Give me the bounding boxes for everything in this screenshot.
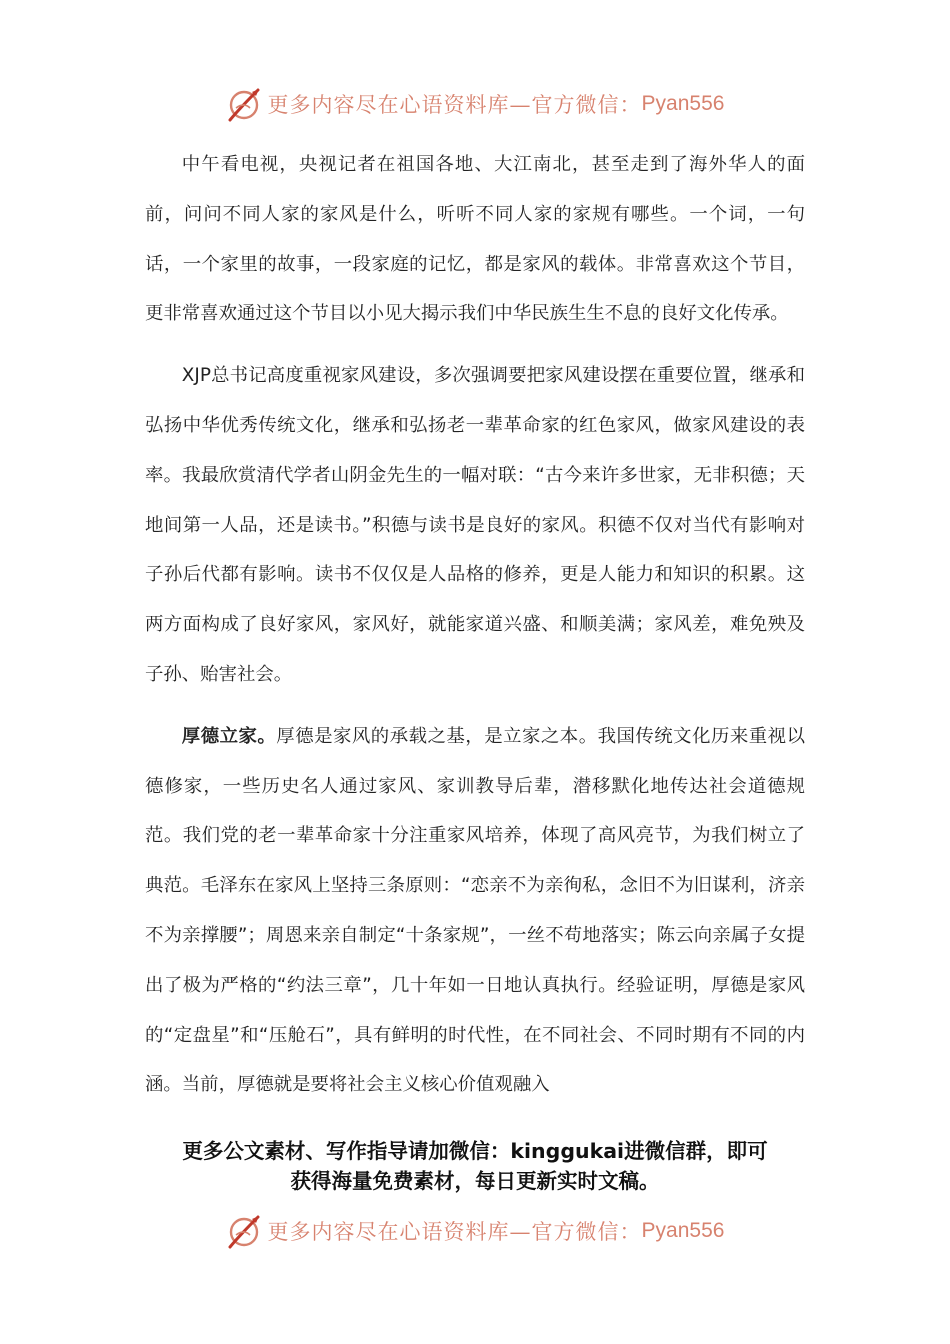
promo-line-1: 更多公文素材、写作指导请加微信：kinggukai进微信群，即可 [182,1139,768,1163]
paragraph-text: 厚德是家风的承载之基，是立家之本。我国传统文化历来重视以德修家，一些历史名人通过家风、家训教导后辈，潜移默化地传达社会道德规范。我们党的老一辈革命家十分注重家风培养，体现了高风亮节，为我们树立了典范。毛泽东在家风上坚持三条原则：“恋亲不为亲徇私，念旧不为旧谋利，济亲不为亲撑腰”；周恩来亲自制定“十条家规”，一丝不苟地落实；陈云向亲属子女提出了极为严格的“约法三章”，几十年如一日地认真执行。经验证明，厚德是家风的“定盘星”和“压舱石”，具有鲜明的时代性，在不同社会、不同时期有不同的内涵。当前，厚德就是要将社会主义核心价值观融入 [145,725,805,1096]
promo-line-2: 获得海量免费素材，每日更新实时文稿。 [290,1169,660,1193]
article-body [145,140,805,1110]
ink-brush-logo-icon [226,86,262,122]
banner-wechat-id: Pyan556 [641,1219,725,1242]
footer-banner [0,1211,950,1251]
promo-notice [100,1136,850,1196]
banner-slogan: 更多内容尽在心语资料库—官方微信： [267,1220,642,1244]
ink-brush-logo-icon [226,1213,262,1249]
header-banner [0,84,950,124]
paragraph-2 [145,351,805,700]
banner-wechat-id: Pyan556 [641,92,725,115]
banner-slogan: 更多内容尽在心语资料库—官方微信： [267,93,642,117]
paragraph-lead-bold: 厚德立家。 [181,725,277,747]
paragraph-text: XJP总书记高度重视家风建设，多次强调要把家风建设摆在重要位置，继承和弘扬中华优秀传统文化，继承和弘扬老一辈革命家的红色家风，做家风建设的表率。我最欣赏清代学者山阴金先生的一幅对联：“古今来许多世家，无非积德；天地间第一人品，还是读书。”积德与读书是良好的家风。积德不仅对当代有影响对子孙后代都有影响。读书不仅仅是人品格的修养，更是人能力和知识的积累。这两方面构成了良好家风，家风好，就能家道兴盛、和顺美满；家风差，难免殃及子孙、贻害社会。 [145,365,805,685]
paragraph-3 [145,712,805,1110]
paragraph-text: 中午看电视，央视记者在祖国各地、大江南北，甚至走到了海外华人的面前，问问不同人家的家风是什么，听听不同人家的家规有哪些。一个词，一句话，一个家里的故事，一段家庭的记忆，都是家风的载体。非常喜欢这个节目，更非常喜欢通过这个节目以小见大揭示我们中华民族生生不息的良好文化传承。 [145,154,805,325]
paragraph-1 [145,140,805,339]
